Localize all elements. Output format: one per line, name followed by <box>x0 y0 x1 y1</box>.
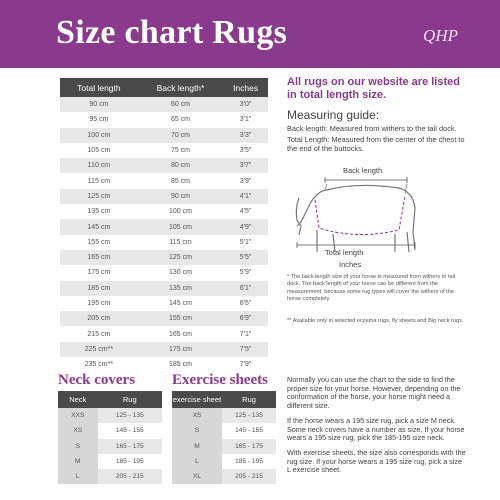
advice-paragraph: If the horse wears a 195 size rug, pick a size M neck. Some neck covers have a number as size. If your horse wears a 195 size rug, pick the 185-195 size neck. <box>287 415 465 443</box>
table-cell: 175 cm <box>138 342 223 357</box>
table-cell: 95 cm <box>60 112 138 127</box>
table-cell: 110 cm <box>60 158 138 173</box>
table-row <box>60 143 268 158</box>
table-row <box>60 189 268 204</box>
footnote-availability: ** Available only in selected eczema rugs, fly sheets and Big neck rugs. <box>287 318 464 324</box>
table-row <box>172 454 276 469</box>
back-length-label: Back length <box>343 166 383 175</box>
brand-logo: QHP <box>423 26 458 45</box>
headline: All rugs on our website are listed in total length size. <box>287 76 460 101</box>
table-cell: 205 cm <box>60 311 138 326</box>
table-row <box>172 423 276 438</box>
table-cell: 165 - 175 <box>222 439 276 454</box>
table-cell: 195 cm <box>60 296 138 311</box>
table-cell: 105 cm <box>138 219 223 234</box>
footnote-back-length: * The back length size of your horse is measured from withers to tail dock. The back length of your horse can be different from the measurement, because some rug types will cover the withers of the horse completely. <box>287 274 456 303</box>
table-cell: 165 cm <box>138 326 223 341</box>
table-cell: 185 - 195 <box>222 454 276 469</box>
total-length-label: Total length <box>325 248 364 257</box>
table-cell: 125 - 135 <box>98 408 162 423</box>
table-row <box>60 342 268 357</box>
column-header: Rug <box>98 391 162 408</box>
table-cell: 80 cm <box>138 158 223 173</box>
table-cell: 145 - 155 <box>98 423 162 438</box>
table-cell: 155 cm <box>138 311 223 326</box>
table-cell: L <box>58 469 98 484</box>
table-cell: 135 cm <box>60 204 138 219</box>
table-cell: 5'1" <box>223 235 268 250</box>
table-row <box>60 326 268 341</box>
table-cell: 3'1" <box>223 112 268 127</box>
table-cell: 215 cm <box>60 326 138 341</box>
table-cell: XXS <box>58 408 98 423</box>
table-cell: 4'9" <box>223 219 268 234</box>
inches-label: Inches <box>339 260 362 269</box>
table-row <box>58 454 162 469</box>
table-cell: 5'9" <box>223 265 268 280</box>
table-cell: 115 cm <box>138 235 223 250</box>
table-cell: 165 - 175 <box>98 439 162 454</box>
column-header: Inches <box>223 78 268 97</box>
measuring-guide-title: Measuring guide: <box>287 108 380 122</box>
table-cell: 60 cm <box>138 97 223 112</box>
table-row <box>60 265 268 280</box>
table-cell: 135 cm <box>138 281 223 296</box>
table-cell: 90 cm <box>60 97 138 112</box>
table-cell: S <box>58 439 98 454</box>
table-cell: XS <box>172 408 222 423</box>
table-cell: 4'1" <box>223 189 268 204</box>
table-row <box>60 250 268 265</box>
table-row <box>60 219 268 234</box>
table-cell: 75 cm <box>138 143 223 158</box>
table-row <box>58 408 162 423</box>
table-row <box>60 235 268 250</box>
horse-outline-icon <box>287 160 467 272</box>
table-row <box>60 204 268 219</box>
table-cell: 125 cm <box>138 250 223 265</box>
neck-covers-title: Neck covers <box>58 372 136 388</box>
neck-covers-table <box>58 391 162 484</box>
table-cell: 185 cm <box>60 281 138 296</box>
table-cell: 85 cm <box>138 173 223 188</box>
advice-paragraph: With exercise sheets, the size also corresponds with the rug size. If your horse wears a 195 size rug, pick a size L exercise sheet. <box>287 447 466 475</box>
table-header-row <box>58 391 162 408</box>
table-cell: 125 - 135 <box>222 408 276 423</box>
table-row <box>60 173 268 188</box>
horse-measuring-diagram <box>287 160 467 272</box>
column-header: Rug <box>222 391 276 408</box>
info-panel <box>287 76 467 153</box>
table-cell: 6'9" <box>223 311 268 326</box>
table-row <box>60 357 268 372</box>
table-cell: 7'9" <box>223 357 268 372</box>
table-cell: 90 cm <box>138 189 223 204</box>
table-cell: 155 cm <box>60 235 138 250</box>
table-row <box>60 296 268 311</box>
table-cell: 100 cm <box>138 204 223 219</box>
column-header: exercise sheet <box>172 391 222 408</box>
table-cell: 185 cm <box>138 357 223 372</box>
size-advice <box>287 376 467 481</box>
table-cell: 185 - 195 <box>98 454 162 469</box>
column-header: Back length* <box>138 78 223 97</box>
table-cell: 205 - 215 <box>98 469 162 484</box>
table-cell: S <box>172 423 222 438</box>
table-cell: M <box>58 454 98 469</box>
table-cell: 7'1" <box>223 326 268 341</box>
exercise-sheets-title: Exercise sheets <box>172 372 268 388</box>
table-header-row <box>172 391 276 408</box>
table-row <box>60 97 268 112</box>
table-cell: 145 - 155 <box>222 423 276 438</box>
table-row <box>60 128 268 143</box>
table-cell: 235 cm** <box>60 357 138 372</box>
table-row <box>172 439 276 454</box>
table-cell: M <box>172 439 222 454</box>
table-row <box>172 469 276 484</box>
exercise-sheets-table <box>172 391 276 484</box>
table-cell: 70 cm <box>138 128 223 143</box>
column-header: Neck <box>58 391 98 408</box>
table-cell: 165 cm <box>60 250 138 265</box>
table-row <box>58 469 162 484</box>
header-banner <box>0 0 500 68</box>
table-cell: 6'1" <box>223 281 268 296</box>
advice-paragraph: Normally you can use the chart to the side to find the proper size for your horse. However, depending on the conformation of the horse, your horse might need a different size. <box>287 375 461 411</box>
table-cell: 225 cm** <box>60 342 138 357</box>
column-header: Total length <box>60 78 138 97</box>
table-row <box>60 112 268 127</box>
total-length-description: Total Length: Measured from the center of the chest to the end of the buttocks. <box>287 135 465 153</box>
table-row <box>60 281 268 296</box>
table-cell: 145 cm <box>138 296 223 311</box>
back-length-description: Back length: Measured from withers to the tail dock. <box>287 124 457 133</box>
table-cell: L <box>172 454 222 469</box>
table-cell: 125 cm <box>60 189 138 204</box>
table-cell: 7'5" <box>223 342 268 357</box>
page-title: Size chart Rugs <box>56 14 288 51</box>
table-cell: 3'9" <box>223 173 268 188</box>
table-cell: 130 cm <box>138 265 223 280</box>
table-cell: XL <box>172 469 222 484</box>
table-cell: 3'5" <box>223 143 268 158</box>
table-row <box>58 423 162 438</box>
table-cell: 115 cm <box>60 173 138 188</box>
table-row <box>60 158 268 173</box>
table-header-row <box>60 78 268 97</box>
table-cell: 3'7" <box>223 158 268 173</box>
table-cell: 3'0" <box>223 97 268 112</box>
table-cell: 5'5" <box>223 250 268 265</box>
table-cell: 145 cm <box>60 219 138 234</box>
table-cell: 105 cm <box>60 143 138 158</box>
table-row <box>60 311 268 326</box>
table-cell: XS <box>58 423 98 438</box>
table-row <box>172 408 276 423</box>
table-cell: 175 cm <box>60 265 138 280</box>
table-cell: 6'5" <box>223 296 268 311</box>
table-cell: 3'3" <box>223 128 268 143</box>
table-row <box>58 439 162 454</box>
table-cell: 100 cm <box>60 128 138 143</box>
rug-size-table <box>60 78 268 372</box>
table-cell: 65 cm <box>138 112 223 127</box>
table-cell: 4'5" <box>223 204 268 219</box>
table-cell: 205 - 215 <box>222 469 276 484</box>
